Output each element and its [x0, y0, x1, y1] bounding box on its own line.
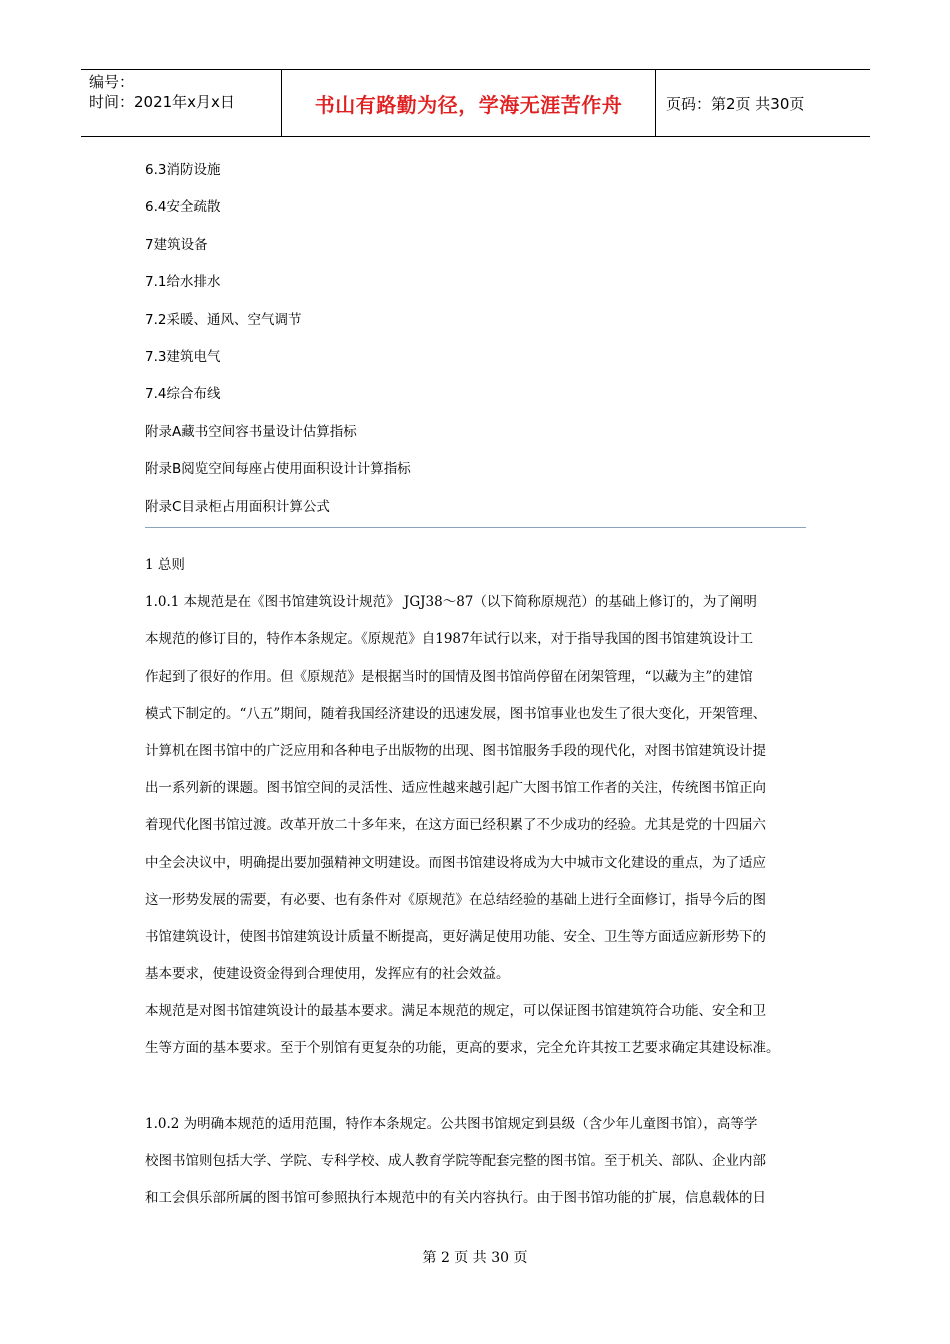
- paragraph-line: 1.0.1 本规范是在《图书馆建筑设计规范》 JGJ38～87（以下简称原规范）的基础上修订的，为了阐明: [145, 594, 757, 611]
- toc-item: 附录A藏书空间容书量设计估算指标: [145, 423, 357, 440]
- page-footer: 第 2 页 共 30 页: [422, 1250, 528, 1266]
- paragraph-line: 1.0.2 为明确本规范的适用范围，特作本条规定。公共图书馆规定到县级（含少年儿童图书馆），高等学: [145, 1115, 758, 1132]
- toc-item: 7.2采暖、通风、空气调节: [145, 311, 302, 328]
- date-label: 时间：2021年x月x日: [89, 93, 235, 111]
- code-label: 编号：: [89, 73, 135, 91]
- toc-item: 7建筑设备: [145, 236, 208, 253]
- paragraph-line: 计算机在图书馆中的广泛应用和各种电子出版物的出现、图书馆服务手段的现代化，对图书馆建筑设计提: [145, 742, 766, 759]
- table-of-contents: [145, 160, 411, 534]
- paragraph-line: 出一系列新的课题。图书馆空间的灵活性、适应性越来越引起广大图书馆工作者的关注，传统图书馆正向: [145, 780, 766, 797]
- header-meta: [81, 70, 281, 136]
- toc-item: 7.4综合布线: [145, 386, 221, 403]
- paragraph-line: 基本要求，使建设资金得到合理使用，发挥应有的社会效益。: [145, 966, 510, 983]
- header-page-info: 页码：第2页 共30页: [666, 94, 805, 113]
- header-motto: 书山有路勤为径，学海无涯苦作舟: [281, 70, 656, 136]
- page-header: [81, 69, 870, 137]
- toc-item: 6.3消防设施: [145, 162, 221, 178]
- section-divider: [145, 527, 806, 528]
- paragraph-line: 校图书馆则包括大学、学院、专科学校、成人教育学院等配套完整的图书馆。至于机关、部队、企业内部: [145, 1152, 766, 1169]
- paragraph-line: 和工会俱乐部所属的图书馆可参照执行本规范中的有关内容执行。由于图书馆功能的扩展，信息载体的日: [145, 1190, 766, 1206]
- paragraph-line: 这一形势发展的需要，有必要、也有条件对《原规范》在总结经验的基础上进行全面修订，指导今后的图: [145, 891, 766, 908]
- paragraph-line: 书馆建筑设计，使图书馆建筑设计质量不断提高，更好满足使用功能、安全、卫生等方面适应新形势下的: [145, 928, 766, 945]
- paragraph-gap: [145, 1076, 810, 1114]
- toc-item: 7.1给水排水: [145, 274, 221, 291]
- toc-item: 6.4安全疏散: [145, 199, 221, 216]
- paragraph-line: 本规范的修订目的，特作本条规定。《原规范》自1987年试行以来，对于指导我国的图书馆建筑设计工: [145, 631, 754, 648]
- section-title: 1 总则: [145, 557, 185, 573]
- paragraph-line: 中全会决议中，明确提出要加强精神文明建设。而图书馆建设将成为大中城市文化建设的重点，为了适应: [145, 854, 766, 871]
- paragraph-line: 生等方面的基本要求。至于个别馆有更复杂的功能，更高的要求，完全允许其按工艺要求确定其建设标准。: [145, 1040, 780, 1057]
- paragraph-line: 本规范是对图书馆建筑设计的最基本要求。满足本规范的规定，可以保证图书馆建筑符合功能、安全和卫: [145, 1003, 766, 1020]
- toc-item: 附录B阅览空间每座占使用面积设计计算指标: [145, 461, 411, 478]
- paragraph-line: 作起到了很好的作用。但《原规范》是根据当时的国情及图书馆尚停留在闭架管理，“以藏为主”的建馆: [145, 668, 753, 685]
- toc-item: 7.3建筑电气: [145, 348, 221, 365]
- toc-item: 附录C目录柜占用面积计算公式: [145, 498, 330, 515]
- main-content: [145, 555, 810, 1225]
- paragraph-line: 着现代化图书馆过渡。改革开放二十多年来，在这方面已经积累了不少成功的经验。尤其是党的十四届六: [145, 817, 766, 834]
- paragraph-line: 模式下制定的。“八五”期间，随着我国经济建设的迅速发展，图书馆事业也发生了很大变化，开架管理、: [145, 705, 767, 722]
